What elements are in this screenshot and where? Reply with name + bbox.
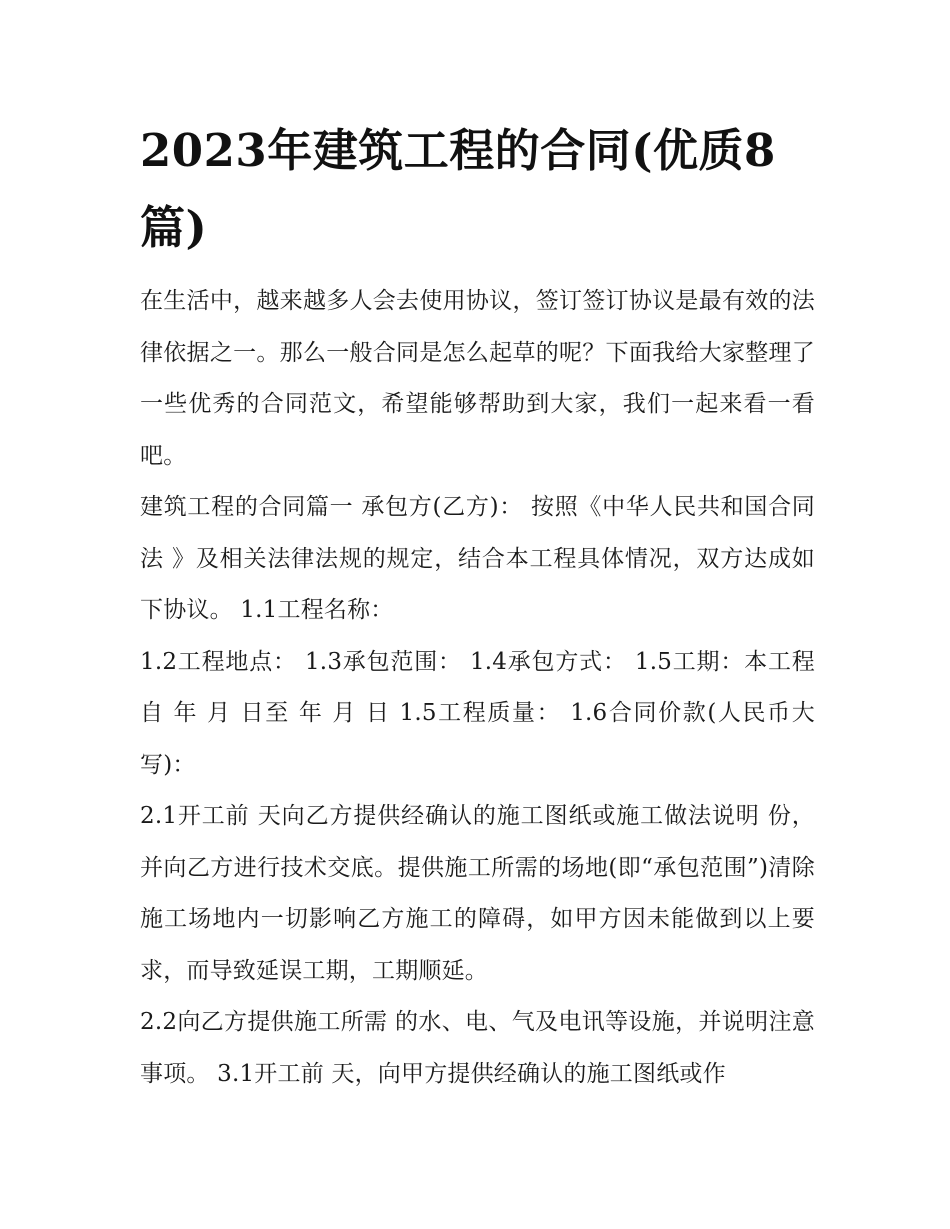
document-body — [140, 276, 815, 1100]
project-details-paragraph: 1.2工程地点： 1.3承包范围： 1.4承包方式： 1.5工期：本工程自 年 月 日至 年 月 日 1.5工程质量： 1.6合同价款(人民币大写)： — [140, 648, 815, 778]
intro-paragraph: 在生活中，越来越多人会去使用协议，签订签订协议是最有效的法律依据之一。那么一般合同是怎么起草的呢？下面我给大家整理了一些优秀的合同范文，希望能够帮助到大家，我们一起来看一看吧。 — [140, 288, 815, 469]
document-title: 2023年建筑工程的合同(优质8篇) — [140, 124, 776, 254]
clause-2-2-paragraph: 2.2向乙方提供施工所需 的水、电、气及电讯等设施，并说明注意事项。 3.1开工前 天，向甲方提供经确认的施工图纸或作 — [140, 1009, 815, 1087]
contract-opening-paragraph: 建筑工程的合同篇一 承包方(乙方)： 按照《中华人民共和国合同法 》及相关法律法规的规定，结合本工程具体情况，双方达成如下协议。 1.1工程名称： — [140, 494, 815, 623]
clause-2-1-paragraph: 2.1开工前 天向乙方提供经确认的施工图纸或施工做法说明 份，并向乙方进行技术交底。提供施工所需的场地(即“承包范围”)清除施工场地内一切影响乙方施工的障碍，如甲方因未能做到以上要求，而导致延误工期，工期顺延。 — [140, 803, 815, 984]
